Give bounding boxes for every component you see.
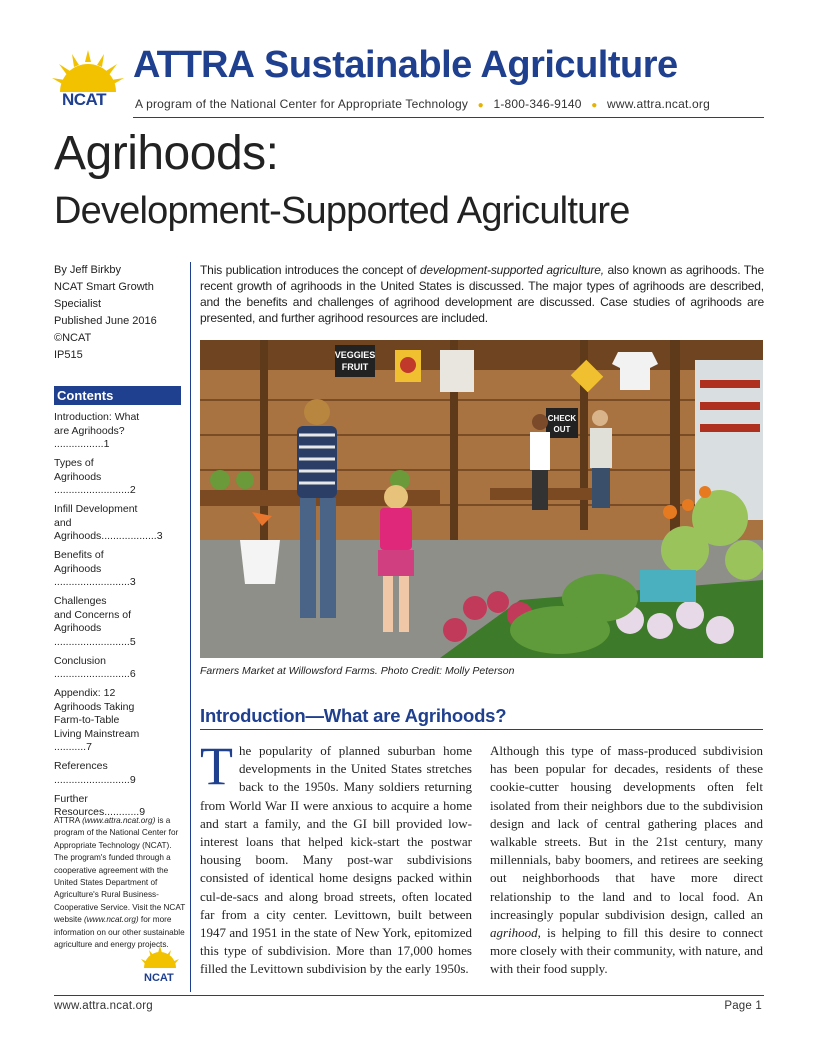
- section-heading: Introduction—What are Agrihoods?: [200, 705, 507, 726]
- toc-item-challenges[interactable]: [54, 595, 180, 649]
- blurb-text: ATTRA: [54, 816, 83, 825]
- phone-number: 1-800-346-9140: [493, 97, 582, 111]
- page-number: Page 1: [724, 1000, 762, 1012]
- header-website-link[interactable]: www.attra.ncat.org: [607, 97, 710, 111]
- toc-line: Further Resources............9: [54, 792, 146, 818]
- footer-website-link[interactable]: www.attra.ncat.org: [54, 1000, 153, 1012]
- ncat-logo: [52, 50, 124, 114]
- brand-attra: ATTRA: [133, 44, 254, 86]
- toc-item-types[interactable]: [54, 457, 180, 498]
- toc-line: References ..........................9: [54, 760, 136, 786]
- toc-line: Agrihoods ..........................2: [54, 470, 136, 496]
- toc-line: and Concerns of: [54, 608, 132, 621]
- toc-line: Agrihoods Taking: [54, 700, 135, 713]
- toc-item-infill[interactable]: [54, 503, 180, 544]
- author-role: NCAT Smart Growth Specialist: [54, 281, 154, 310]
- toc-item-conclusion[interactable]: [54, 655, 180, 682]
- section-divider: [200, 729, 763, 730]
- blurb-link[interactable]: (www.attra.ncat.org): [82, 816, 156, 825]
- sunburst-icon: [140, 946, 180, 984]
- toc-item-benefits[interactable]: [54, 549, 180, 590]
- brand-sustainable-agriculture: Sustainable Agriculture: [264, 44, 678, 86]
- intro-summary: [200, 262, 764, 326]
- toc-line: and Agrihoods...................3: [54, 516, 163, 542]
- rooster-icon: [400, 357, 416, 373]
- toc-line: Types of: [54, 457, 94, 469]
- logo-text: NCAT: [62, 90, 106, 109]
- toc-item-appendix[interactable]: [54, 687, 180, 755]
- market-illustration: [200, 340, 763, 658]
- bullet-icon: ●: [591, 100, 598, 111]
- toc-line: Conclusion ..........................6: [54, 654, 136, 680]
- toc-line: Agrihoods ..........................3: [54, 562, 136, 588]
- term-agrihood: agrihood: [490, 925, 538, 941]
- toc-line: Introduction: What: [54, 411, 140, 423]
- intro-text: also known as agrihoods. The recent growth of agrihoods in the United States is discussed. The major types of agrihoods are described, and the benefits and challenges of agrihood development are discussed. Case studies of agrihoods are presented, and further agrihood resources are included.: [200, 263, 764, 325]
- column-divider: [190, 262, 191, 992]
- attra-program-note: [54, 815, 186, 951]
- blurb-text: is a program of the National Center for Appropriate Technology (NCAT). The program's funded through a cooperative agreement with the United States Department of Agriculture's Rural Business-Cooperative Service. Visit the NCAT website: [54, 816, 186, 925]
- toc-line: Living Mainstream ...........7: [54, 727, 140, 753]
- toc-line: Infill Development: [54, 503, 138, 515]
- page-title: Agrihoods:: [54, 127, 279, 180]
- header-divider: [133, 117, 764, 118]
- body-column-1: [200, 736, 472, 979]
- published-date: Published June 2016: [54, 315, 157, 327]
- blurb-text: for more information on our other sustainable agriculture and energy projects.: [54, 915, 185, 950]
- blurb-link[interactable]: (www.ncat.org): [84, 915, 139, 925]
- drop-cap: T: [200, 736, 233, 796]
- sign-out: OUT: [553, 425, 571, 434]
- body-paragraph: Although this type of mass-produced subdivision has been popular for decades, residents of these cookie-cutter housing developments often felt isolated from their neighbors due to the subdivision design and lack of central gathering places and walkable streets. But in the 21st century, many millennials, baby boomers, and retirees are seeking out neighborhoods that have more direct relationship to the land and to local food. An increasingly popular subdivision design, called an: [490, 743, 763, 922]
- toc-line: Farm-to-Table: [54, 714, 120, 726]
- sign-veggies: VEGGIES: [334, 350, 376, 360]
- toc-item-introduction[interactable]: [54, 411, 180, 452]
- publication-meta: [54, 262, 184, 364]
- sign-check: CHECK: [547, 414, 577, 423]
- body-column-2: [490, 742, 763, 979]
- svg-text:NCAT: NCAT: [144, 972, 174, 984]
- sign-fruit: FRUIT: [341, 362, 369, 372]
- toc-line: Appendix: 12: [54, 687, 116, 699]
- intro-text: This publication introduces the concept of: [200, 263, 420, 277]
- brand-subtitle: [135, 97, 710, 111]
- photo-caption: Farmers Market at Willowsford Farms. Photo Credit: Molly Peterson: [200, 665, 515, 677]
- toc-line: Agrihoods ..........................5: [54, 622, 136, 648]
- body-paragraph: , is helping to fill this desire to connect more closely with their community, with nature, and with their food supply.: [490, 925, 763, 977]
- publication-code: IP515: [54, 349, 83, 361]
- toc-line: Benefits of: [54, 549, 104, 561]
- ncat-logo-small: [140, 946, 180, 984]
- toc-line: Challenges: [54, 595, 107, 607]
- toc-item-references[interactable]: [54, 760, 180, 787]
- brand-title: [133, 44, 678, 87]
- subtitle-text: A program of the National Center for Appropriate Technology: [135, 97, 469, 111]
- sunburst-icon: [52, 50, 124, 94]
- body-paragraph: he popularity of planned suburban home developments in the United States stretches back to the 1950s. Many soldiers returning from World War II were anxious to acquire a home and start a family, and the GI bill provided low-interest loans that helped kick-start the postwar housing boom. Many post-war subdivisions consisted of identical home designs packed within cul-de-sacs and along broad streets, often located far from a city center. Levittown, built between 1947 and 1951 in the state of New York, epitomized this type of subdivision. More than 17,000 homes filled the Levittown subdivision by the early 1950s.: [200, 743, 472, 977]
- toc-line: are Agrihoods? .................1: [54, 424, 125, 450]
- bullet-icon: ●: [477, 100, 484, 111]
- footer-divider: [54, 995, 764, 996]
- copyright: ©NCAT: [54, 332, 92, 344]
- author: By Jeff Birkby: [54, 264, 122, 276]
- contents-heading: Contents: [54, 386, 181, 405]
- intro-term: development-supported agriculture,: [419, 263, 604, 277]
- page-subtitle: Development-Supported Agriculture: [54, 190, 630, 232]
- table-of-contents: [54, 411, 180, 825]
- farmers-market-photo: [200, 340, 763, 658]
